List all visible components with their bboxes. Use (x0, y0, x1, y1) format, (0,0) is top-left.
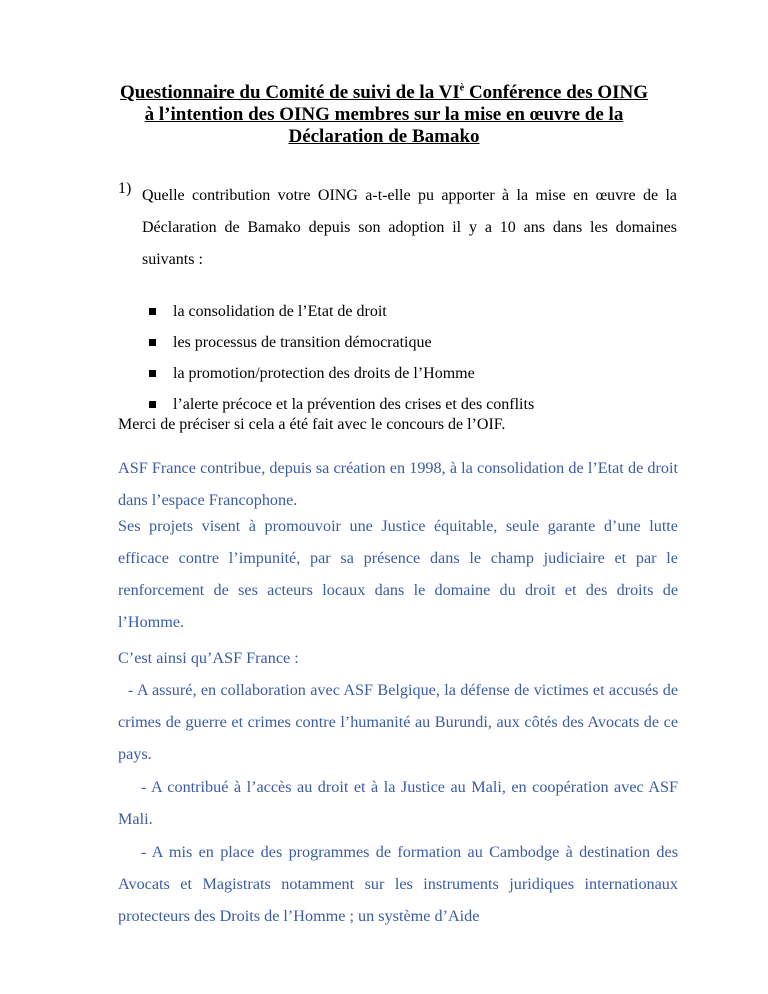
document-title (80, 82, 688, 148)
answer-item-mali: - A contribué à l’accès au droit et à la Justice au Mali, en coopération avec ASF Mali. (118, 778, 678, 828)
list-item: la promotion/protection des droits de l’Homme (149, 358, 534, 389)
question-text: Quelle contribution votre OING a-t-elle pu apporter à la mise en œuvre de la Déclaration de Bamako depuis son adoption il y a 10 ans dans les domaines suivants : (142, 187, 677, 268)
square-bullet-icon (149, 370, 156, 377)
answer-paragraph-2: Ses projets visent à promouvoir une Justice équitable, seule garante d’une lutte efficace contre l’impunité, par sa présence dans le champ judiciaire et par le renforcement de ses acteurs locaux dans le domaine du droit et des droits de l’Homme. (118, 517, 678, 631)
square-bullet-icon (149, 401, 156, 408)
answer-paragraph-3: C’est ainsi qu’ASF France : (118, 649, 299, 667)
answer-item-burundi: - A assuré, en collaboration avec ASF Belgique, la défense de victimes et accusés de crimes de guerre et crimes contre l’humanité au Burundi, aux côtés des Avocats de ce pays. (118, 681, 678, 763)
domain-list (149, 296, 534, 420)
answer-item-cambodge: - A mis en place des programmes de formation au Cambodge à destination des Avocats et Magistrats notamment sur les instruments juridiques internationaux protecteurs des Droits de l’Homme ; un système d’Aide (118, 843, 678, 925)
list-item: la consolidation de l’Etat de droit (149, 296, 534, 327)
list-item: les processus de transition démocratique (149, 327, 534, 358)
title-line-1: Questionnaire du Comité de suivi de la $VI^è$ Conférence des OING (119, 82, 649, 103)
title-line-2: à l’intention des OING membres sur la mise en œuvre de la (144, 104, 624, 125)
question-note: Merci de préciser si cela a été fait avec le concours de l’OIF. (118, 416, 506, 433)
list-item: l’alerte précoce et la prévention des crises et des conflits (149, 389, 534, 420)
square-bullet-icon (149, 308, 156, 315)
title-line-3: Déclaration de Bamako (288, 126, 480, 147)
answer-paragraph-1: ASF France contribue, depuis sa création en 1998, à la consolidation de l’Etat de droit dans l’espace Francophone. (118, 459, 678, 509)
question-number: 1) (118, 180, 132, 197)
square-bullet-icon (149, 339, 156, 346)
